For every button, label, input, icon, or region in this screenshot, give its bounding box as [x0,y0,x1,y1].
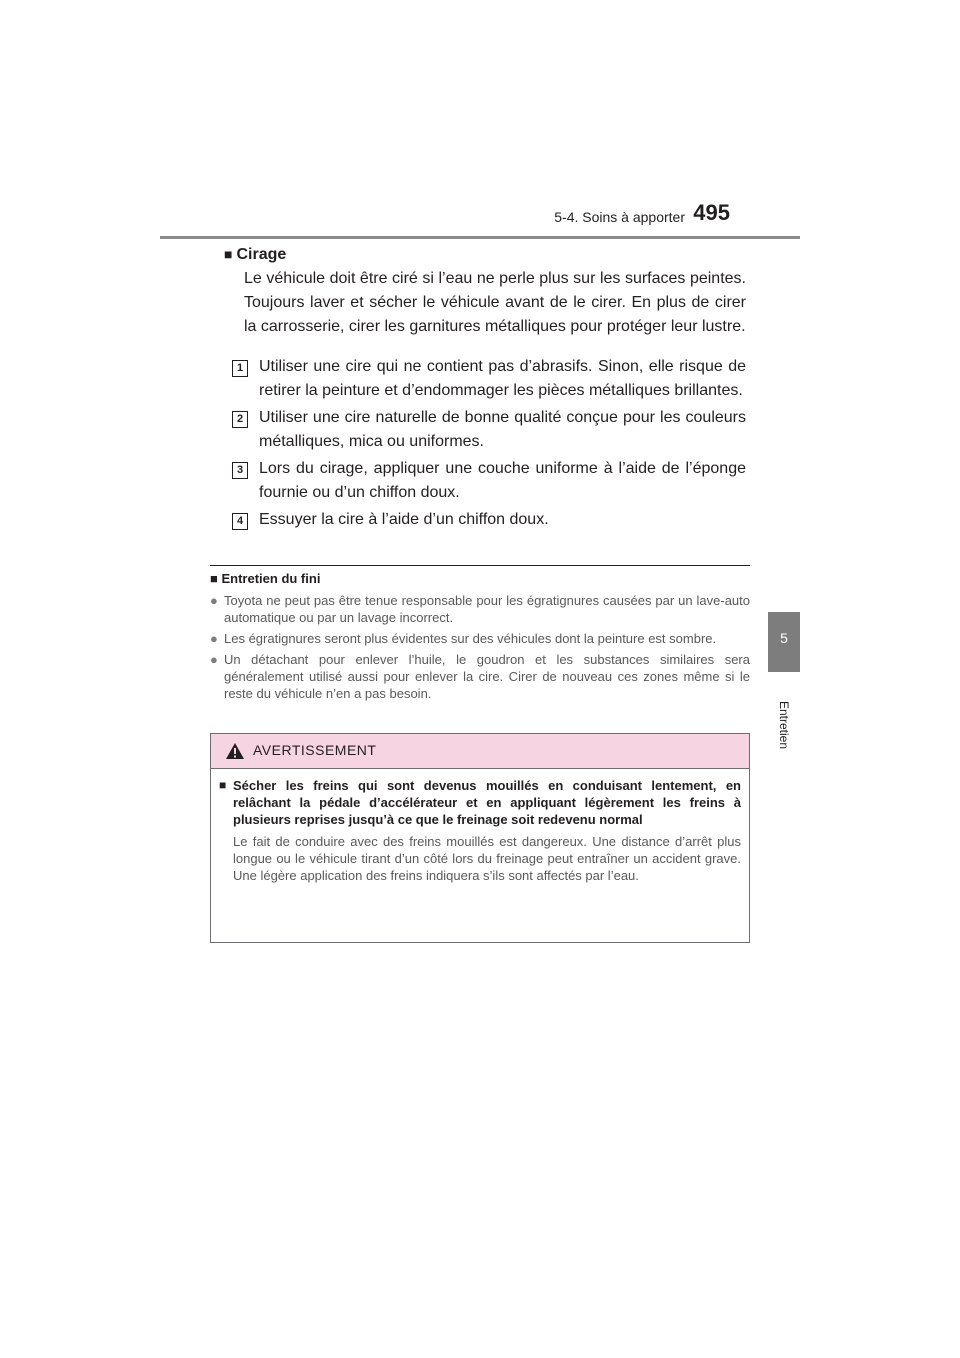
note-item: ● Toyota ne peut pas être tenue responsable pour les égratignures causées par un lave-auto automatique ou par un lavage incorrect. [210,593,750,625]
circle-bullet-icon: ● [210,593,218,608]
page-number: 495 [693,200,730,225]
step-item: 4 Essuyer la cire à l’aide d’un chiffon doux. [259,508,746,532]
chapter-tab-number: 5 [768,612,800,672]
cirage-heading: ■ Cirage [224,246,287,263]
notes-heading: ■ Entretien du fini [210,571,321,586]
section-divider [210,565,750,566]
warning-text: Le fait de conduire avec des freins mouillés est dangereux. Une distance d’arrêt plus longue ou le véhicule tirant d’un côté lors du freinage peut entraîner un accident grave. Une légère application des freins indiquera s’ils sont affectés par l’eau. [233,834,741,883]
step-number: 3 [232,462,248,479]
warning-body [211,769,749,884]
page-header [160,200,800,239]
warning-label: AVERTISSEMENT [253,742,377,758]
step-number: 2 [232,411,248,428]
section-title: 5-4. Soins à apporter [554,209,685,225]
square-bullet-icon: ■ [219,778,227,792]
warning-title: ■ Sécher les freins qui sont devenus mouillés en conduisant lentement, en relâchant la pédale d’accélérateur et en appliquant légèrement les freins à plusieurs reprises jusqu’à ce que le freinage soit redevenu normal [219,778,741,827]
chapter-tab-label: Entretien [777,700,791,750]
square-bullet-icon: ■ [210,571,218,586]
warning-box [210,733,750,943]
cirage-section [224,242,746,532]
step-item: 3 Lors du cirage, appliquer une couche uniforme à l’aide de l’éponge fournie ou d’un chiffon doux. [259,457,746,505]
notes-section [210,570,750,702]
step-item: 2 Utiliser une cire naturelle de bonne qualité conçue pour les couleurs métalliques, mica ou uniformes. [259,406,746,454]
circle-bullet-icon: ● [210,631,218,646]
note-item: ● Un détachant pour enlever l’huile, le goudron et les substances similaires sera généralement utilisé aussi pour enlever la cire. Cirer de nouveau ces zones même si le reste du véhicule n’en a pas besoin. [210,652,750,701]
step-item: 1 Utiliser une cire qui ne contient pas d’abrasifs. Sinon, elle risque de retirer la peinture et d’endommager les pièces métalliques brillantes. [259,355,746,403]
step-number: 1 [232,360,248,377]
warning-triangle-icon [225,742,245,760]
step-number: 4 [232,513,248,530]
square-bullet-icon: ■ [224,246,233,262]
warning-header [211,734,749,769]
note-item: ● Les égratignures seront plus évidentes sur des véhicules dont la peinture est sombre. [210,631,717,646]
circle-bullet-icon: ● [210,652,218,667]
cirage-intro: Le véhicule doit être ciré si l’eau ne perle plus sur les surfaces peintes. Toujours laver et sécher le véhicule avant de le cirer. En plus de cirer la carrosserie, cirer les garnitures métalliques pour protéger leur lustre. [244,270,746,335]
